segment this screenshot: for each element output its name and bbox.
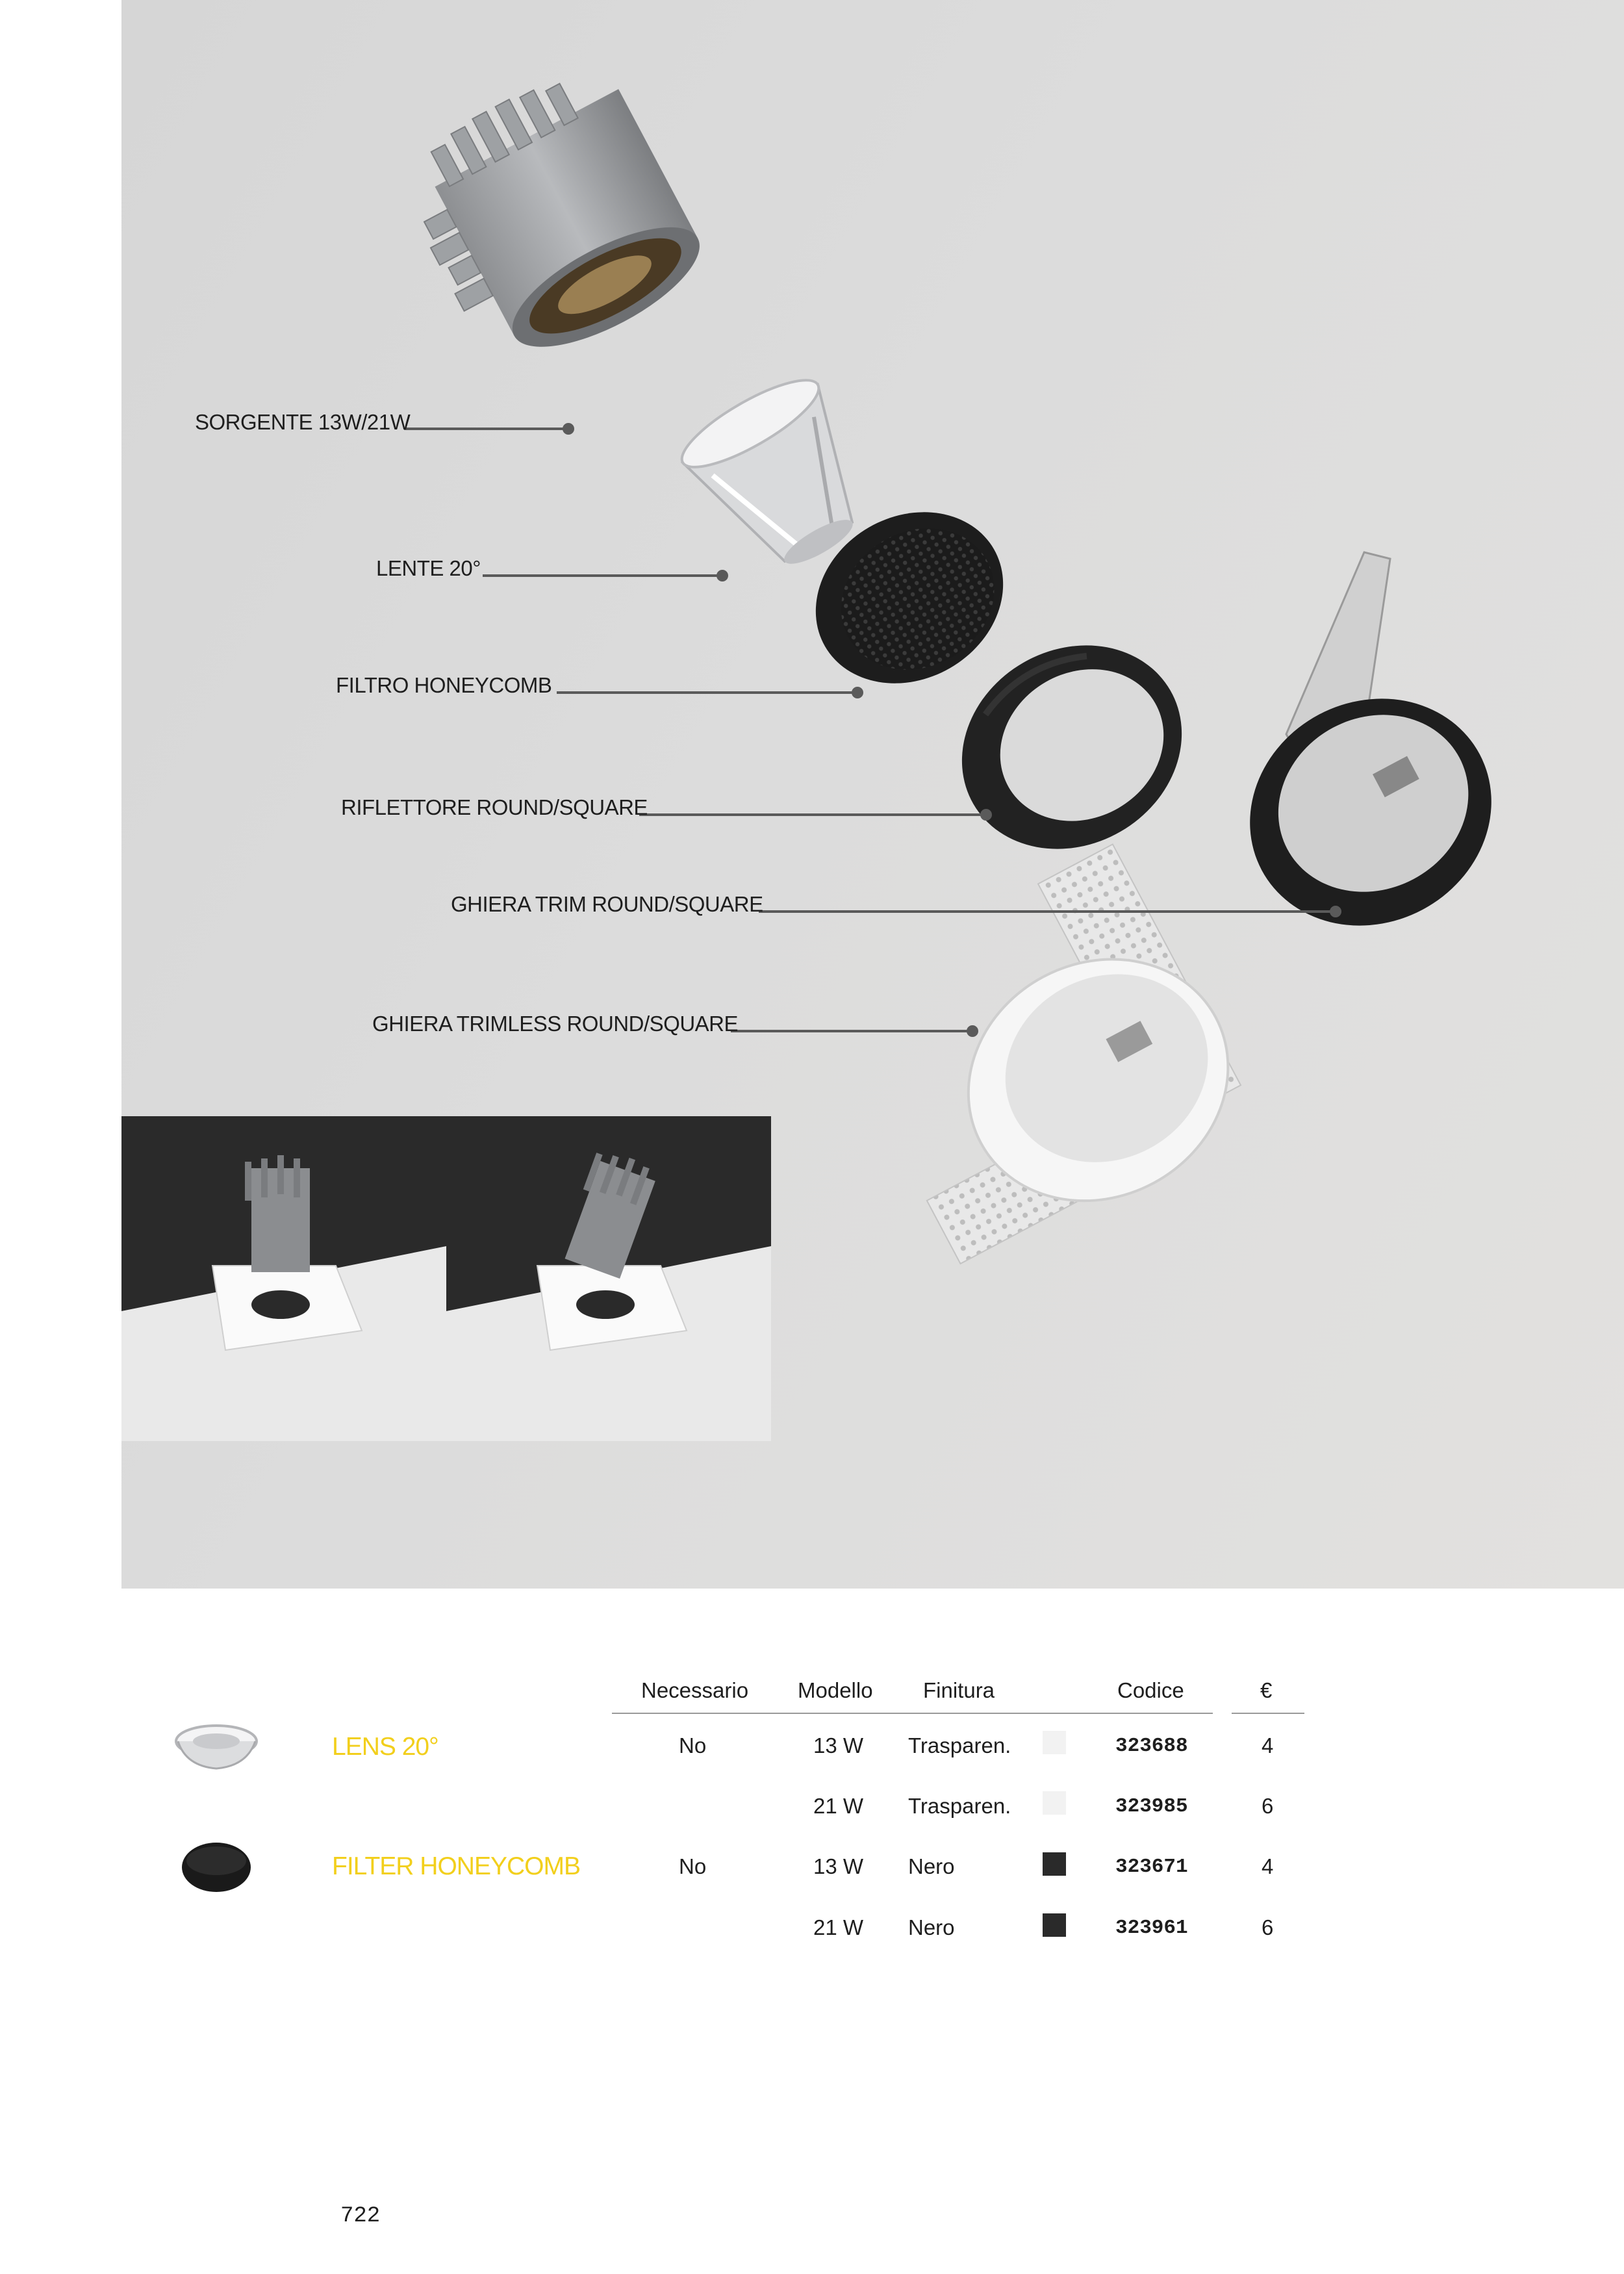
cell-prezzo: 6 — [1262, 1915, 1274, 1939]
trimless-ring-part — [820, 839, 1271, 1281]
header-modello: Modello — [798, 1678, 873, 1702]
cell-codice: 323985 — [1115, 1795, 1188, 1818]
header-finitura: Finitura — [923, 1678, 995, 1702]
trim-ring-part — [1210, 552, 1531, 967]
callout-filtro: FILTRO HONEYCOMB — [336, 673, 552, 697]
lens-icon — [173, 1715, 260, 1777]
callout-ghiera-trimless: GHIERA TRIMLESS ROUND/SQUARE — [372, 1012, 739, 1036]
finish-swatch-black — [1043, 1913, 1066, 1937]
header-necessario: Necessario — [641, 1678, 749, 1702]
installation-photo-square — [121, 1116, 446, 1441]
cell-finitura: Nero — [908, 1915, 955, 1939]
light-source-part — [387, 52, 716, 386]
page-number: 722 — [340, 2204, 381, 2229]
header-rule-price — [1232, 1713, 1304, 1714]
honeycomb-filter-icon — [179, 1839, 253, 1894]
callout-lente: LENTE 20° — [376, 556, 481, 580]
cell-modello: 13 W — [813, 1733, 864, 1757]
cell-prezzo: 4 — [1262, 1733, 1274, 1757]
callout-lines — [404, 424, 1340, 1036]
callout-riflettore: RIFLETTORE ROUND/SQUARE — [341, 795, 648, 819]
header-prezzo: € — [1260, 1678, 1273, 1702]
cell-necessario: No — [679, 1733, 707, 1757]
cell-modello: 13 W — [813, 1854, 864, 1878]
product-name-filter: FILTER HONEYCOMB — [332, 1852, 580, 1880]
cell-codice: 323671 — [1115, 1856, 1188, 1878]
cell-prezzo: 6 — [1262, 1794, 1274, 1818]
installation-photo-round — [446, 1116, 771, 1441]
finish-swatch-transparent — [1043, 1731, 1066, 1754]
header-rule — [612, 1713, 1213, 1714]
cell-modello: 21 W — [813, 1915, 864, 1939]
callout-sorgente: SORGENTE 13W/21W — [195, 410, 411, 434]
cell-modello: 21 W — [813, 1794, 864, 1818]
cell-prezzo: 4 — [1262, 1854, 1274, 1878]
product-name-lens: LENS 20° — [332, 1733, 438, 1761]
cell-finitura: Nero — [908, 1854, 955, 1878]
callout-ghiera-trim: GHIERA TRIM ROUND/SQUARE — [451, 892, 763, 916]
cell-codice: 323688 — [1115, 1735, 1188, 1757]
finish-swatch-black — [1043, 1852, 1066, 1876]
cell-finitura: Trasparen. — [908, 1794, 1011, 1818]
header-codice: Codice — [1117, 1678, 1184, 1702]
cell-finitura: Trasparen. — [908, 1733, 1011, 1757]
cell-necessario: No — [679, 1854, 707, 1878]
cell-codice: 323961 — [1115, 1917, 1188, 1939]
finish-swatch-transparent — [1043, 1791, 1066, 1815]
